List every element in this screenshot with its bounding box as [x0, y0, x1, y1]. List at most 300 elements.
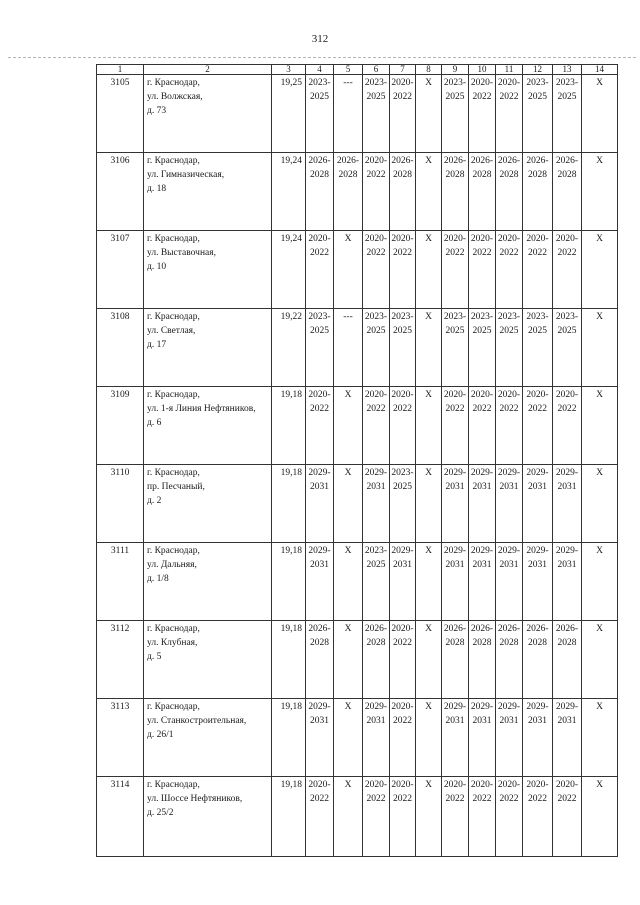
period-line: 2031	[472, 560, 492, 570]
period-cell	[416, 465, 442, 543]
period-line: 2031	[499, 716, 519, 726]
period-line: 2022	[310, 404, 329, 414]
period-line: 2028	[499, 170, 519, 180]
period-line: 2020-	[526, 780, 549, 790]
period-line: 2029-	[470, 546, 494, 556]
period-cell	[390, 621, 416, 699]
period-line: 2026-	[391, 156, 414, 166]
period-line: Х	[596, 390, 603, 400]
period-cell	[306, 231, 334, 309]
period-line: 2022	[393, 794, 412, 804]
period-line: 2020-	[526, 234, 549, 244]
period-cell	[496, 465, 523, 543]
period-line: 2026-	[497, 156, 521, 166]
area-value: 19,18	[272, 465, 306, 543]
period-line: 2028	[528, 638, 547, 648]
period-cell	[553, 465, 582, 543]
period-line: 2022	[393, 92, 412, 102]
period-cell	[553, 543, 582, 621]
period-line: 2029-	[364, 702, 388, 712]
period-cell	[469, 309, 496, 387]
period-cell	[496, 621, 523, 699]
period-line: Х	[425, 624, 432, 634]
period-line: Х	[344, 468, 352, 478]
period-line: 2025	[445, 92, 465, 102]
period-line: 2022	[310, 794, 329, 804]
address-house: д. 73	[147, 106, 167, 116]
period-line: 2031	[499, 482, 519, 492]
column-header: 4	[306, 65, 334, 75]
address-cell	[144, 75, 272, 153]
period-cell	[306, 777, 334, 857]
period-line: 2020-	[391, 624, 414, 634]
address-house: д. 26/1	[147, 730, 174, 740]
period-line: 2031	[366, 482, 386, 492]
period-cell	[523, 777, 553, 857]
period-line: Х	[596, 312, 603, 322]
area-value: 19,18	[272, 777, 306, 857]
period-line: 2020-	[364, 156, 388, 166]
period-cell	[582, 153, 618, 231]
table-row	[97, 309, 618, 387]
period-line: 2023-	[555, 78, 579, 88]
period-line: Х	[425, 78, 432, 88]
address-house: д. 17	[147, 340, 167, 350]
period-cell	[416, 543, 442, 621]
period-line: 2026-	[443, 156, 467, 166]
period-cell	[442, 153, 469, 231]
period-line: Х	[344, 624, 352, 634]
period-cell	[582, 543, 618, 621]
period-cell	[442, 231, 469, 309]
period-line: 2020-	[470, 780, 494, 790]
period-cell	[306, 621, 334, 699]
period-line: 2022	[445, 404, 465, 414]
period-cell	[496, 231, 523, 309]
address-cell	[144, 387, 272, 465]
period-line: 2029-	[443, 546, 467, 556]
period-line: Х	[344, 390, 352, 400]
period-cell	[496, 699, 523, 777]
period-line: 2029-	[391, 546, 414, 556]
period-line: 2020-	[555, 234, 579, 244]
period-cell	[469, 231, 496, 309]
period-line: 2029-	[555, 546, 579, 556]
period-cell	[334, 153, 363, 231]
period-line: 2022	[472, 248, 492, 258]
period-line: 2022	[499, 92, 519, 102]
period-cell	[496, 75, 523, 153]
period-line: Х	[344, 234, 352, 244]
period-line: 2026-	[470, 156, 494, 166]
period-line: 2022	[393, 716, 412, 726]
period-cell	[523, 621, 553, 699]
period-line: 2031	[445, 482, 465, 492]
period-cell	[553, 699, 582, 777]
address-street: ул. Светлая,	[147, 326, 196, 336]
row-number: 3106	[97, 153, 144, 231]
period-line: 2029-	[497, 702, 521, 712]
period-cell	[553, 153, 582, 231]
column-header: 9	[442, 65, 469, 75]
period-line: 2028	[338, 170, 358, 180]
period-line: 2022	[472, 92, 492, 102]
period-line: 2029-	[470, 468, 494, 478]
period-cell	[469, 465, 496, 543]
address-cell	[144, 231, 272, 309]
period-cell	[469, 387, 496, 465]
period-line: ---	[343, 312, 353, 322]
period-line: Х	[596, 546, 603, 556]
period-cell	[363, 387, 390, 465]
address-street: ул. Гимназическая,	[147, 170, 225, 180]
period-line: 2020-	[470, 390, 494, 400]
period-line: 2020-	[364, 780, 388, 790]
period-line: 2022	[366, 404, 386, 414]
period-line: 2022	[445, 794, 465, 804]
period-line: Х	[596, 156, 603, 166]
period-line: 2022	[366, 170, 386, 180]
period-line: 2023-	[555, 312, 579, 322]
period-cell	[523, 309, 553, 387]
area-value: 19,18	[272, 543, 306, 621]
period-line: 2022	[472, 404, 492, 414]
period-cell	[442, 621, 469, 699]
period-line: Х	[425, 702, 432, 712]
period-cell	[469, 699, 496, 777]
column-header: 2	[144, 65, 272, 75]
period-line: 2022	[557, 248, 577, 258]
period-line: 2028	[366, 638, 386, 648]
address-city: г. Краснодар,	[147, 156, 200, 166]
period-line: 2031	[557, 560, 577, 570]
period-line: 2020-	[308, 234, 331, 244]
table-row	[97, 699, 618, 777]
period-cell	[390, 777, 416, 857]
period-line: 2029-	[526, 468, 549, 478]
period-line: 2023-	[526, 78, 549, 88]
period-line: Х	[344, 780, 352, 790]
period-line: 2025	[557, 326, 577, 336]
period-line: 2023-	[526, 312, 549, 322]
period-line: Х	[344, 702, 352, 712]
period-cell	[390, 75, 416, 153]
period-line: 2028	[393, 170, 412, 180]
area-value: 19,24	[272, 231, 306, 309]
period-cell	[442, 465, 469, 543]
period-line: 2023-	[497, 312, 521, 322]
period-line: 2025	[310, 92, 329, 102]
period-cell	[390, 465, 416, 543]
period-line: 2029-	[443, 468, 467, 478]
period-cell	[582, 465, 618, 543]
period-line: 2022	[393, 638, 412, 648]
period-line: Х	[425, 234, 432, 244]
period-line: 2020-	[443, 780, 467, 790]
period-line: 2020-	[364, 390, 388, 400]
period-line: 2020-	[391, 234, 414, 244]
area-value: 19,18	[272, 699, 306, 777]
column-header: 10	[469, 65, 496, 75]
period-cell	[496, 153, 523, 231]
period-cell	[306, 153, 334, 231]
period-line: 2031	[528, 716, 547, 726]
period-line: 2022	[366, 794, 386, 804]
period-cell	[442, 75, 469, 153]
period-cell	[523, 231, 553, 309]
period-cell	[334, 231, 363, 309]
period-line: 2020-	[391, 78, 414, 88]
period-line: 2023-	[308, 312, 331, 322]
period-line: 2028	[528, 170, 547, 180]
row-number: 3105	[97, 75, 144, 153]
period-line: 2025	[528, 326, 547, 336]
period-line: 2031	[310, 560, 329, 570]
row-number: 3113	[97, 699, 144, 777]
column-header: 1	[97, 65, 144, 75]
period-line: 2020-	[391, 702, 414, 712]
period-cell	[553, 777, 582, 857]
address-city: г. Краснодар,	[147, 546, 200, 556]
period-cell	[582, 621, 618, 699]
address-house: д. 2	[147, 496, 162, 506]
period-line: 2023-	[364, 312, 388, 322]
period-line: 2029-	[364, 468, 388, 478]
address-street: ул. Шоссе Нефтяников,	[147, 794, 243, 804]
period-line: 2026-	[555, 624, 579, 634]
period-line: 2029-	[526, 546, 549, 556]
period-cell	[523, 699, 553, 777]
period-line: 2031	[557, 716, 577, 726]
address-house: д. 6	[147, 418, 162, 428]
period-line: 2029-	[555, 468, 579, 478]
period-line: 2023-	[391, 468, 414, 478]
period-cell	[390, 309, 416, 387]
period-line: 2020-	[443, 390, 467, 400]
period-line: 2031	[528, 482, 547, 492]
area-value: 19,18	[272, 621, 306, 699]
period-cell	[306, 309, 334, 387]
column-header: 7	[390, 65, 416, 75]
period-cell	[582, 75, 618, 153]
period-line: 2022	[310, 248, 329, 258]
period-line: 2026-	[308, 624, 331, 634]
address-street: ул. Клубная,	[147, 638, 198, 648]
address-street: ул. Волжская,	[147, 92, 203, 102]
address-city: г. Краснодар,	[147, 390, 200, 400]
period-line: 2023-	[443, 78, 467, 88]
period-cell	[363, 75, 390, 153]
period-line: 2028	[557, 638, 577, 648]
table-row	[97, 153, 618, 231]
period-cell	[523, 75, 553, 153]
period-line: Х	[596, 468, 603, 478]
period-line: Х	[596, 234, 603, 244]
period-line: 2020-	[497, 78, 521, 88]
period-cell	[553, 309, 582, 387]
address-cell	[144, 153, 272, 231]
period-line: 2029-	[526, 702, 549, 712]
period-line: Х	[425, 312, 432, 322]
address-city: г. Краснодар,	[147, 624, 200, 634]
period-line: 2020-	[391, 390, 414, 400]
column-header: 3	[272, 65, 306, 75]
column-header: 6	[363, 65, 390, 75]
period-cell	[363, 699, 390, 777]
period-cell	[363, 309, 390, 387]
period-line: 2031	[499, 560, 519, 570]
period-line: Х	[596, 624, 603, 634]
address-city: г. Краснодар,	[147, 702, 200, 712]
area-value: 19,18	[272, 387, 306, 465]
period-line: Х	[425, 390, 432, 400]
period-line: 2025	[366, 560, 386, 570]
period-cell	[442, 309, 469, 387]
period-line: 2020-	[497, 390, 521, 400]
period-line: 2025	[557, 92, 577, 102]
period-cell	[416, 75, 442, 153]
address-cell	[144, 699, 272, 777]
period-line: 2020-	[308, 390, 331, 400]
period-line: 2025	[499, 326, 519, 336]
period-cell	[523, 387, 553, 465]
period-cell	[553, 231, 582, 309]
period-cell	[334, 699, 363, 777]
address-city: г. Краснодар,	[147, 468, 200, 478]
column-header: 8	[416, 65, 442, 75]
period-line: 2029-	[308, 546, 331, 556]
period-line: 2022	[445, 248, 465, 258]
period-line: 2029-	[555, 702, 579, 712]
period-cell	[582, 387, 618, 465]
period-cell	[306, 465, 334, 543]
period-cell	[363, 621, 390, 699]
period-cell	[363, 153, 390, 231]
table-row	[97, 231, 618, 309]
period-line: 2028	[472, 638, 492, 648]
period-cell	[390, 153, 416, 231]
period-line: 2020-	[470, 234, 494, 244]
period-line: 2022	[528, 794, 547, 804]
period-line: 2025	[366, 92, 386, 102]
period-cell	[306, 387, 334, 465]
period-cell	[390, 387, 416, 465]
period-cell	[523, 465, 553, 543]
period-line: 2020-	[364, 234, 388, 244]
period-cell	[390, 699, 416, 777]
address-cell	[144, 621, 272, 699]
period-cell	[469, 777, 496, 857]
period-line: 2023-	[470, 312, 494, 322]
period-line: 2023-	[391, 312, 414, 322]
period-line: 2031	[310, 482, 329, 492]
area-value: 19,24	[272, 153, 306, 231]
period-line: 2025	[310, 326, 329, 336]
period-line: 2020-	[308, 780, 331, 790]
period-cell	[363, 465, 390, 543]
period-cell	[523, 153, 553, 231]
period-line: 2020-	[526, 390, 549, 400]
period-line: 2025	[472, 326, 492, 336]
row-number: 3110	[97, 465, 144, 543]
period-cell	[334, 777, 363, 857]
period-cell	[334, 543, 363, 621]
period-line: 2029-	[470, 702, 494, 712]
period-line: 2022	[499, 248, 519, 258]
period-line: 2022	[557, 794, 577, 804]
address-city: г. Краснодар,	[147, 78, 200, 88]
period-cell	[469, 621, 496, 699]
period-line: Х	[425, 780, 432, 790]
period-cell	[553, 75, 582, 153]
period-line: 2023-	[364, 546, 388, 556]
period-line: Х	[425, 468, 432, 478]
address-street: ул. Дальняя,	[147, 560, 197, 570]
period-line: 2023-	[364, 78, 388, 88]
period-line: 2022	[528, 248, 547, 258]
address-street: ул. 1-я Линия Нефтяников,	[147, 404, 256, 414]
period-line: 2025	[366, 326, 386, 336]
period-cell	[416, 699, 442, 777]
period-cell	[496, 777, 523, 857]
column-header: 12	[523, 65, 553, 75]
period-line: 2028	[472, 170, 492, 180]
period-line: 2025	[528, 92, 547, 102]
period-line: 2023-	[443, 312, 467, 322]
period-line: 2020-	[443, 234, 467, 244]
table-row	[97, 543, 618, 621]
area-value: 19,22	[272, 309, 306, 387]
period-cell	[582, 699, 618, 777]
period-line: 2026-	[364, 624, 388, 634]
address-cell	[144, 777, 272, 857]
period-line: 2031	[366, 716, 386, 726]
period-line: Х	[596, 780, 603, 790]
address-cell	[144, 309, 272, 387]
period-cell	[469, 153, 496, 231]
address-house: д. 25/2	[147, 808, 174, 818]
period-cell	[496, 309, 523, 387]
period-cell	[390, 231, 416, 309]
period-cell	[416, 777, 442, 857]
period-line: Х	[344, 546, 352, 556]
period-line: 2022	[557, 404, 577, 414]
period-cell	[334, 387, 363, 465]
period-cell	[442, 543, 469, 621]
address-house: д. 18	[147, 184, 167, 194]
period-cell	[334, 465, 363, 543]
period-cell	[582, 777, 618, 857]
address-street: пр. Песчаный,	[147, 482, 205, 492]
table-row	[97, 621, 618, 699]
period-line: 2028	[445, 638, 465, 648]
period-line: 2029-	[308, 468, 331, 478]
address-street: ул. Станкостроительная,	[147, 716, 247, 726]
period-line: 2029-	[497, 546, 521, 556]
address-cell	[144, 465, 272, 543]
period-cell	[416, 621, 442, 699]
period-line: Х	[425, 546, 432, 556]
period-line: 2026-	[443, 624, 467, 634]
period-cell	[553, 387, 582, 465]
period-line: 2022	[366, 248, 386, 258]
period-line: 2025	[393, 482, 412, 492]
period-line: 2022	[472, 794, 492, 804]
column-header: 5	[334, 65, 363, 75]
period-line: 2026-	[470, 624, 494, 634]
period-cell	[363, 777, 390, 857]
period-line: 2031	[310, 716, 329, 726]
